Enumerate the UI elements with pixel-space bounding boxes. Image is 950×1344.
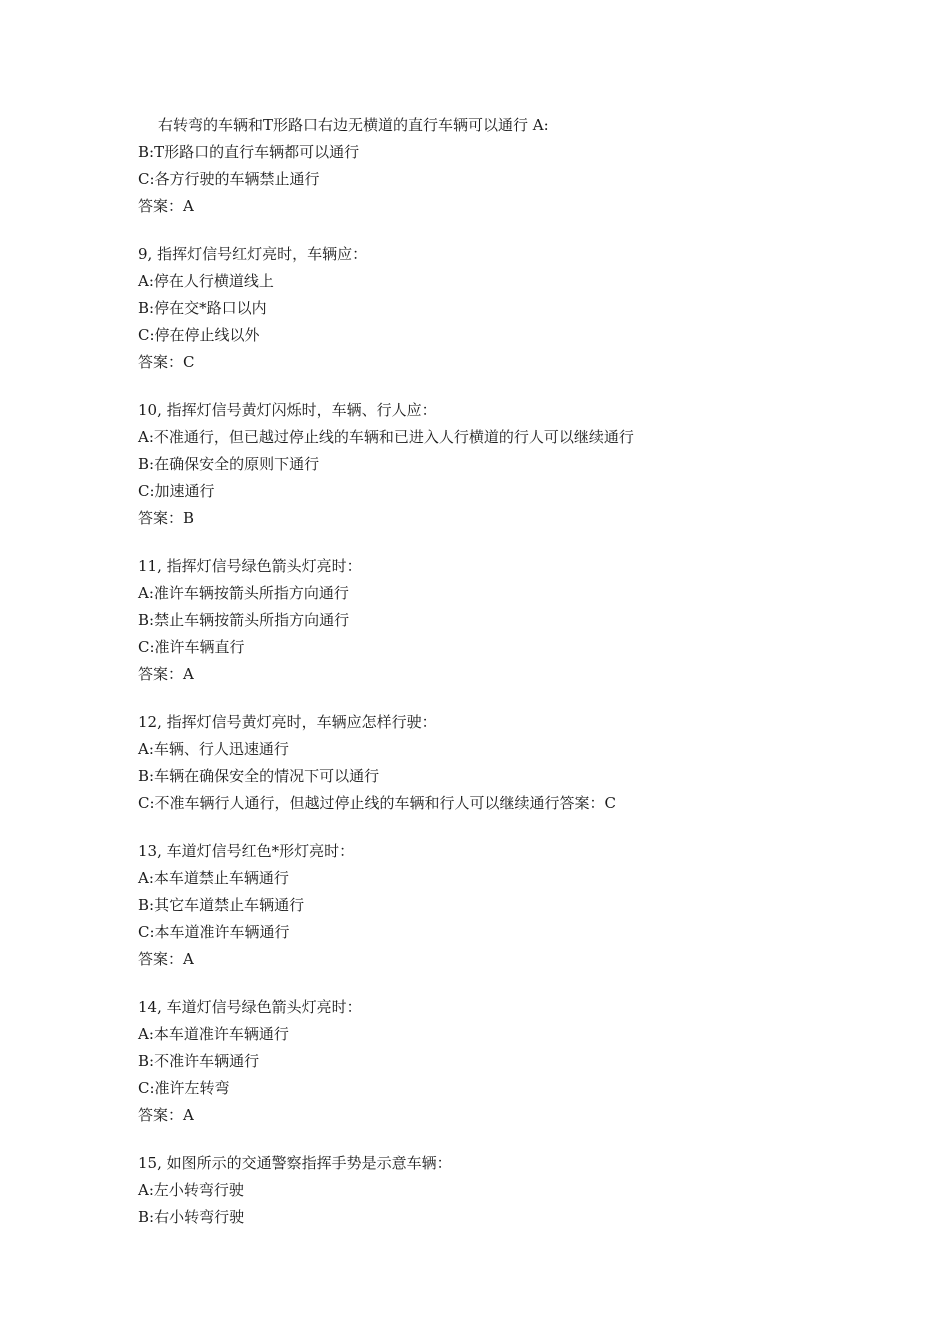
answer: 答案：A <box>138 197 194 215</box>
option-a: A:左小转弯行驶 <box>138 1181 244 1199</box>
question-stem: 10, 指挥灯信号黄灯闪烁时，车辆、行人应： <box>138 401 437 419</box>
answer: 答案：C <box>138 353 195 371</box>
option-c: C:停在停止线以外 <box>138 326 260 344</box>
option-a: A:车辆、行人迅速通行 <box>138 740 289 758</box>
option-b: B:不准许车辆通行 <box>138 1052 260 1070</box>
question-block-13 <box>138 838 838 973</box>
question-stem: 12, 指挥灯信号黄灯亮时，车辆应怎样行驶： <box>138 713 437 731</box>
option-b: B:T形路口的直行车辆都可以通行 <box>138 143 360 161</box>
question-block-11 <box>138 553 838 688</box>
option-a: A:本车道禁止车辆通行 <box>138 869 289 887</box>
option-b: B:右小转弯行驶 <box>138 1208 245 1226</box>
option-c: C:准许车辆直行 <box>138 638 245 656</box>
option-b: B:在确保安全的原则下通行 <box>138 455 320 473</box>
option-b: B:其它车道禁止车辆通行 <box>138 896 305 914</box>
option-a: A:停在人行横道线上 <box>138 272 274 290</box>
answer: 答案：A <box>138 1106 194 1124</box>
question-block-14 <box>138 994 838 1129</box>
option-a: A:准许车辆按箭头所指方向通行 <box>138 584 349 602</box>
option-c-with-answer: C:不准车辆行人通行，但越过停止线的车辆和行人可以继续通行答案：C <box>138 794 617 812</box>
document-content <box>138 112 838 1231</box>
option-c: C:加速通行 <box>138 482 215 500</box>
option-c: C:本车道准许车辆通行 <box>138 923 290 941</box>
question-block-continued <box>138 112 838 220</box>
question-stem: 11, 指挥灯信号绿色箭头灯亮时： <box>138 557 362 575</box>
question-stem: 9, 指挥灯信号红灯亮时，车辆应： <box>138 245 368 263</box>
option-c: C:各方行驶的车辆禁止通行 <box>138 170 320 188</box>
question-block-9 <box>138 241 838 376</box>
answer: 答案：B <box>138 509 195 527</box>
option-a: A:不准通行，但已越过停止线的车辆和已进入人行横道的行人可以继续通行 <box>138 428 634 446</box>
question-stem: 14, 车道灯信号绿色箭头灯亮时： <box>138 998 362 1016</box>
answer: 答案：A <box>138 665 194 683</box>
question-stem: 13, 车道灯信号红色*形灯亮时： <box>138 842 355 860</box>
question-block-10 <box>138 397 838 532</box>
question-continuation-text: 右转弯的车辆和T形路口右边无横道的直行车辆可以通行 A: <box>158 116 549 134</box>
option-a: A:本车道准许车辆通行 <box>138 1025 289 1043</box>
option-b: B:停在交*路口以内 <box>138 299 267 317</box>
question-block-15 <box>138 1150 838 1231</box>
question-stem: 15, 如图所示的交通警察指挥手势是示意车辆： <box>138 1154 452 1172</box>
question-block-12 <box>138 709 838 817</box>
option-b: B:禁止车辆按箭头所指方向通行 <box>138 611 350 629</box>
option-b: B:车辆在确保安全的情况下可以通行 <box>138 767 380 785</box>
option-c: C:准许左转弯 <box>138 1079 230 1097</box>
answer: 答案：A <box>138 950 194 968</box>
